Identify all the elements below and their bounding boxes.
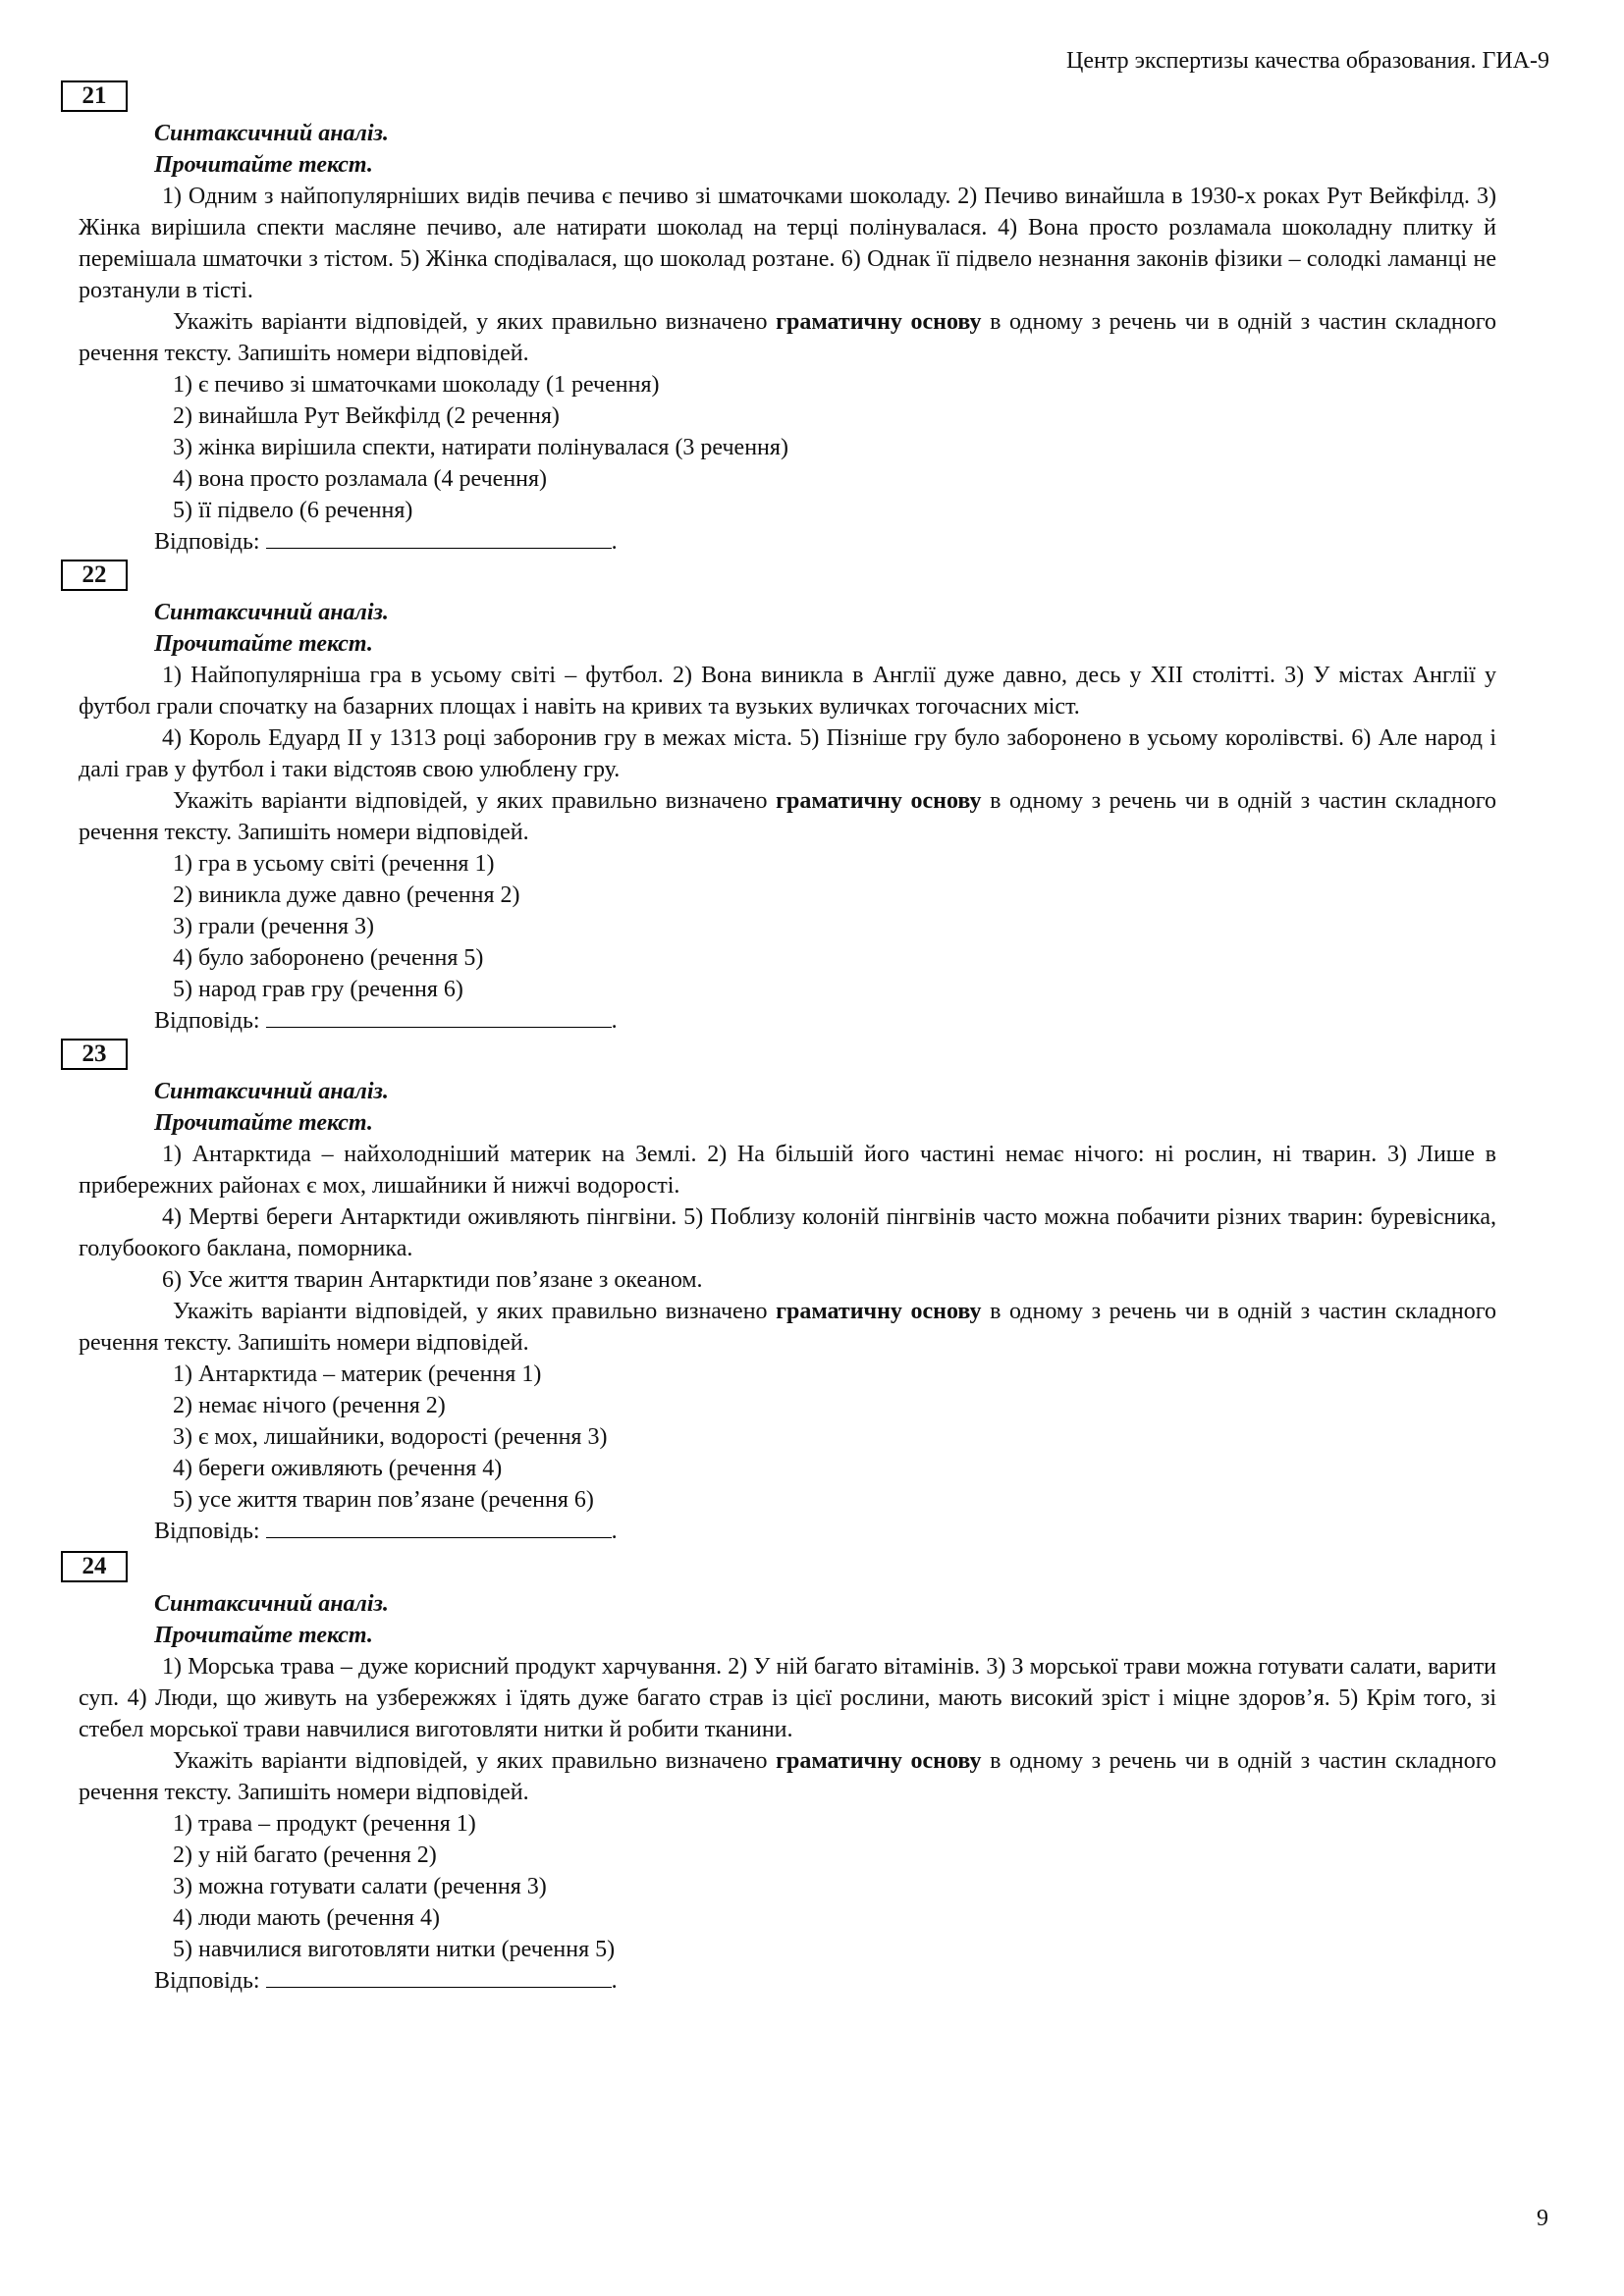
task-subheading: Прочитайте текст. [154, 1623, 373, 1648]
task-text: 4) Мертві береги Антарктиди оживляють пінгвіни. 5) Поблизу колоній пінгвінів часто можна побачити різних тварин: буревісника, голубоокого баклана, поморника. [79, 1204, 1496, 1261]
task-instruction: Укажіть варіанти відповідей, у яких правильно визначено граматичну основу в одному з речень чи в одній з частин складного речення тексту. Запишіть номери відповідей. [79, 788, 1496, 845]
option-4: 4) було заборонено (речення 5) [173, 945, 484, 971]
answer-line[interactable] [266, 1005, 612, 1028]
option-1: 1) трава – продукт (речення 1) [173, 1811, 476, 1837]
option-4: 4) береги оживляють (речення 4) [173, 1456, 503, 1481]
answer-options [173, 1359, 1496, 1516]
task-subheading: Прочитайте текст. [154, 631, 373, 657]
option-1: 1) гра в усьому світі (речення 1) [173, 851, 495, 877]
answer-line[interactable] [266, 1516, 612, 1538]
option-3: 3) є мох, лишайники, водорості (речення 3) [173, 1424, 608, 1450]
answer-options [173, 369, 1496, 526]
answer-line[interactable] [266, 526, 612, 549]
task-number: 21 [61, 80, 128, 112]
answer-line[interactable] [266, 1965, 612, 1988]
option-1: 1) Антарктида – материк (речення 1) [173, 1362, 542, 1387]
option-3: 3) жінка вирішила спекти, натирати полінувалася (3 речення) [173, 435, 788, 460]
task-heading: Синтаксичний аналіз. [154, 1079, 389, 1104]
option-2: 2) виникла дуже давно (речення 2) [173, 882, 520, 908]
option-1: 1) є печиво зі шматочками шоколаду (1 речення) [173, 372, 660, 398]
option-3: 3) грали (речення 3) [173, 914, 375, 939]
task-text: 1) Найпопулярніша гра в усьому світі – футбол. 2) Вона виникла в Англії дуже давно, десь у XII столітті. 3) У містах Англії у футбол грали спочатку на базарних площах і навіть на кривих та вузьких вуличках тогочасних міст. [79, 663, 1496, 720]
option-2: 2) у ній багато (речення 2) [173, 1842, 437, 1868]
task-number: 24 [61, 1551, 128, 1582]
task-instruction: Укажіть варіанти відповідей, у яких правильно визначено граматичну основу в одному з речень чи в одній з частин складного речення тексту. Запишіть номери відповідей. [79, 309, 1496, 366]
option-5: 5) навчилися виготовляти нитки (речення 5) [173, 1937, 616, 1962]
option-4: 4) люди мають (речення 4) [173, 1905, 440, 1931]
answer-row: Відповідь: . [154, 1005, 1496, 1037]
task-text: 6) Усе життя тварин Антарктиди пов’язане з океаном. [162, 1267, 703, 1293]
task-text: 1) Одним з найпопулярніших видів печива є печиво зі шматочками шоколаду. 2) Печиво винайшла в 1930-х роках Рут Вейкфілд. 3) Жінка вирішила спекти масляне печиво, але натирати шоколад на терці полінувалася. 4) Вона просто розламала шоколадну плитку й перемішала шматочки з тістом. 5) Жінка сподівалася, що шоколад розтане. 6) Однак її підвело незнання законів фізики – солодкі ламанці не розтанули в тісті. [79, 184, 1496, 303]
page-header: Центр экспертизы качества образования. ГИА-9 [1066, 48, 1549, 74]
task-number: 23 [61, 1039, 128, 1070]
task-subheading: Прочитайте текст. [154, 152, 373, 178]
task-number: 22 [61, 560, 128, 591]
task-heading: Синтаксичний аналіз. [154, 1591, 389, 1617]
task-text: 1) Морська трава – дуже корисний продукт харчування. 2) У ній багато вітамінів. 3) З морської трави можна готувати салати, варити суп. 4) Люди, що живуть на узбережжях і їдять дуже багато страв із цієї рослини, мають високий зріст і міцне здоров’я. 5) Крім того, зі стебел морської трави навчилися виготовляти нитки й робити тканини. [79, 1654, 1496, 1742]
option-3: 3) можна готувати салати (речення 3) [173, 1874, 547, 1899]
option-5: 5) усе життя тварин пов’язане (речення 6) [173, 1487, 594, 1513]
task-instruction: Укажіть варіанти відповідей, у яких правильно визначено граматичну основу в одному з речень чи в одній з частин складного речення тексту. Запишіть номери відповідей. [79, 1748, 1496, 1805]
answer-row: Відповідь: . [154, 1516, 1496, 1547]
task-subheading: Прочитайте текст. [154, 1110, 373, 1136]
option-2: 2) немає нічого (речення 2) [173, 1393, 446, 1418]
page-number: 9 [1537, 2206, 1548, 2231]
answer-row: Відповідь: . [154, 526, 1496, 558]
answer-options [173, 1808, 1496, 1965]
answer-row: Відповідь: . [154, 1965, 1496, 1997]
task-text: 4) Король Едуард II у 1313 році заборонив гру в межах міста. 5) Пізніше гру було заборонено в усьому королівстві. 6) Але народ і далі грав у футбол і таки відстояв свою улюблену гру. [79, 725, 1496, 782]
task-text: 1) Антарктида – найхолодніший материк на Землі. 2) На більшій його частині немає нічого: ні рослин, ні тварин. 3) Лише в прибережних районах є мох, лишайники й нижчі водорості. [79, 1142, 1496, 1199]
option-5: 5) її підвело (6 речення) [173, 498, 413, 523]
task-heading: Синтаксичний аналіз. [154, 121, 389, 146]
option-4: 4) вона просто розламала (4 речення) [173, 466, 548, 492]
answer-options [173, 848, 1496, 1005]
option-2: 2) винайшла Рут Вейкфілд (2 речення) [173, 403, 560, 429]
option-5: 5) народ грав гру (речення 6) [173, 977, 463, 1002]
task-instruction: Укажіть варіанти відповідей, у яких правильно визначено граматичну основу в одному з речень чи в одній з частин складного речення тексту. Запишіть номери відповідей. [79, 1299, 1496, 1356]
task-heading: Синтаксичний аналіз. [154, 600, 389, 625]
